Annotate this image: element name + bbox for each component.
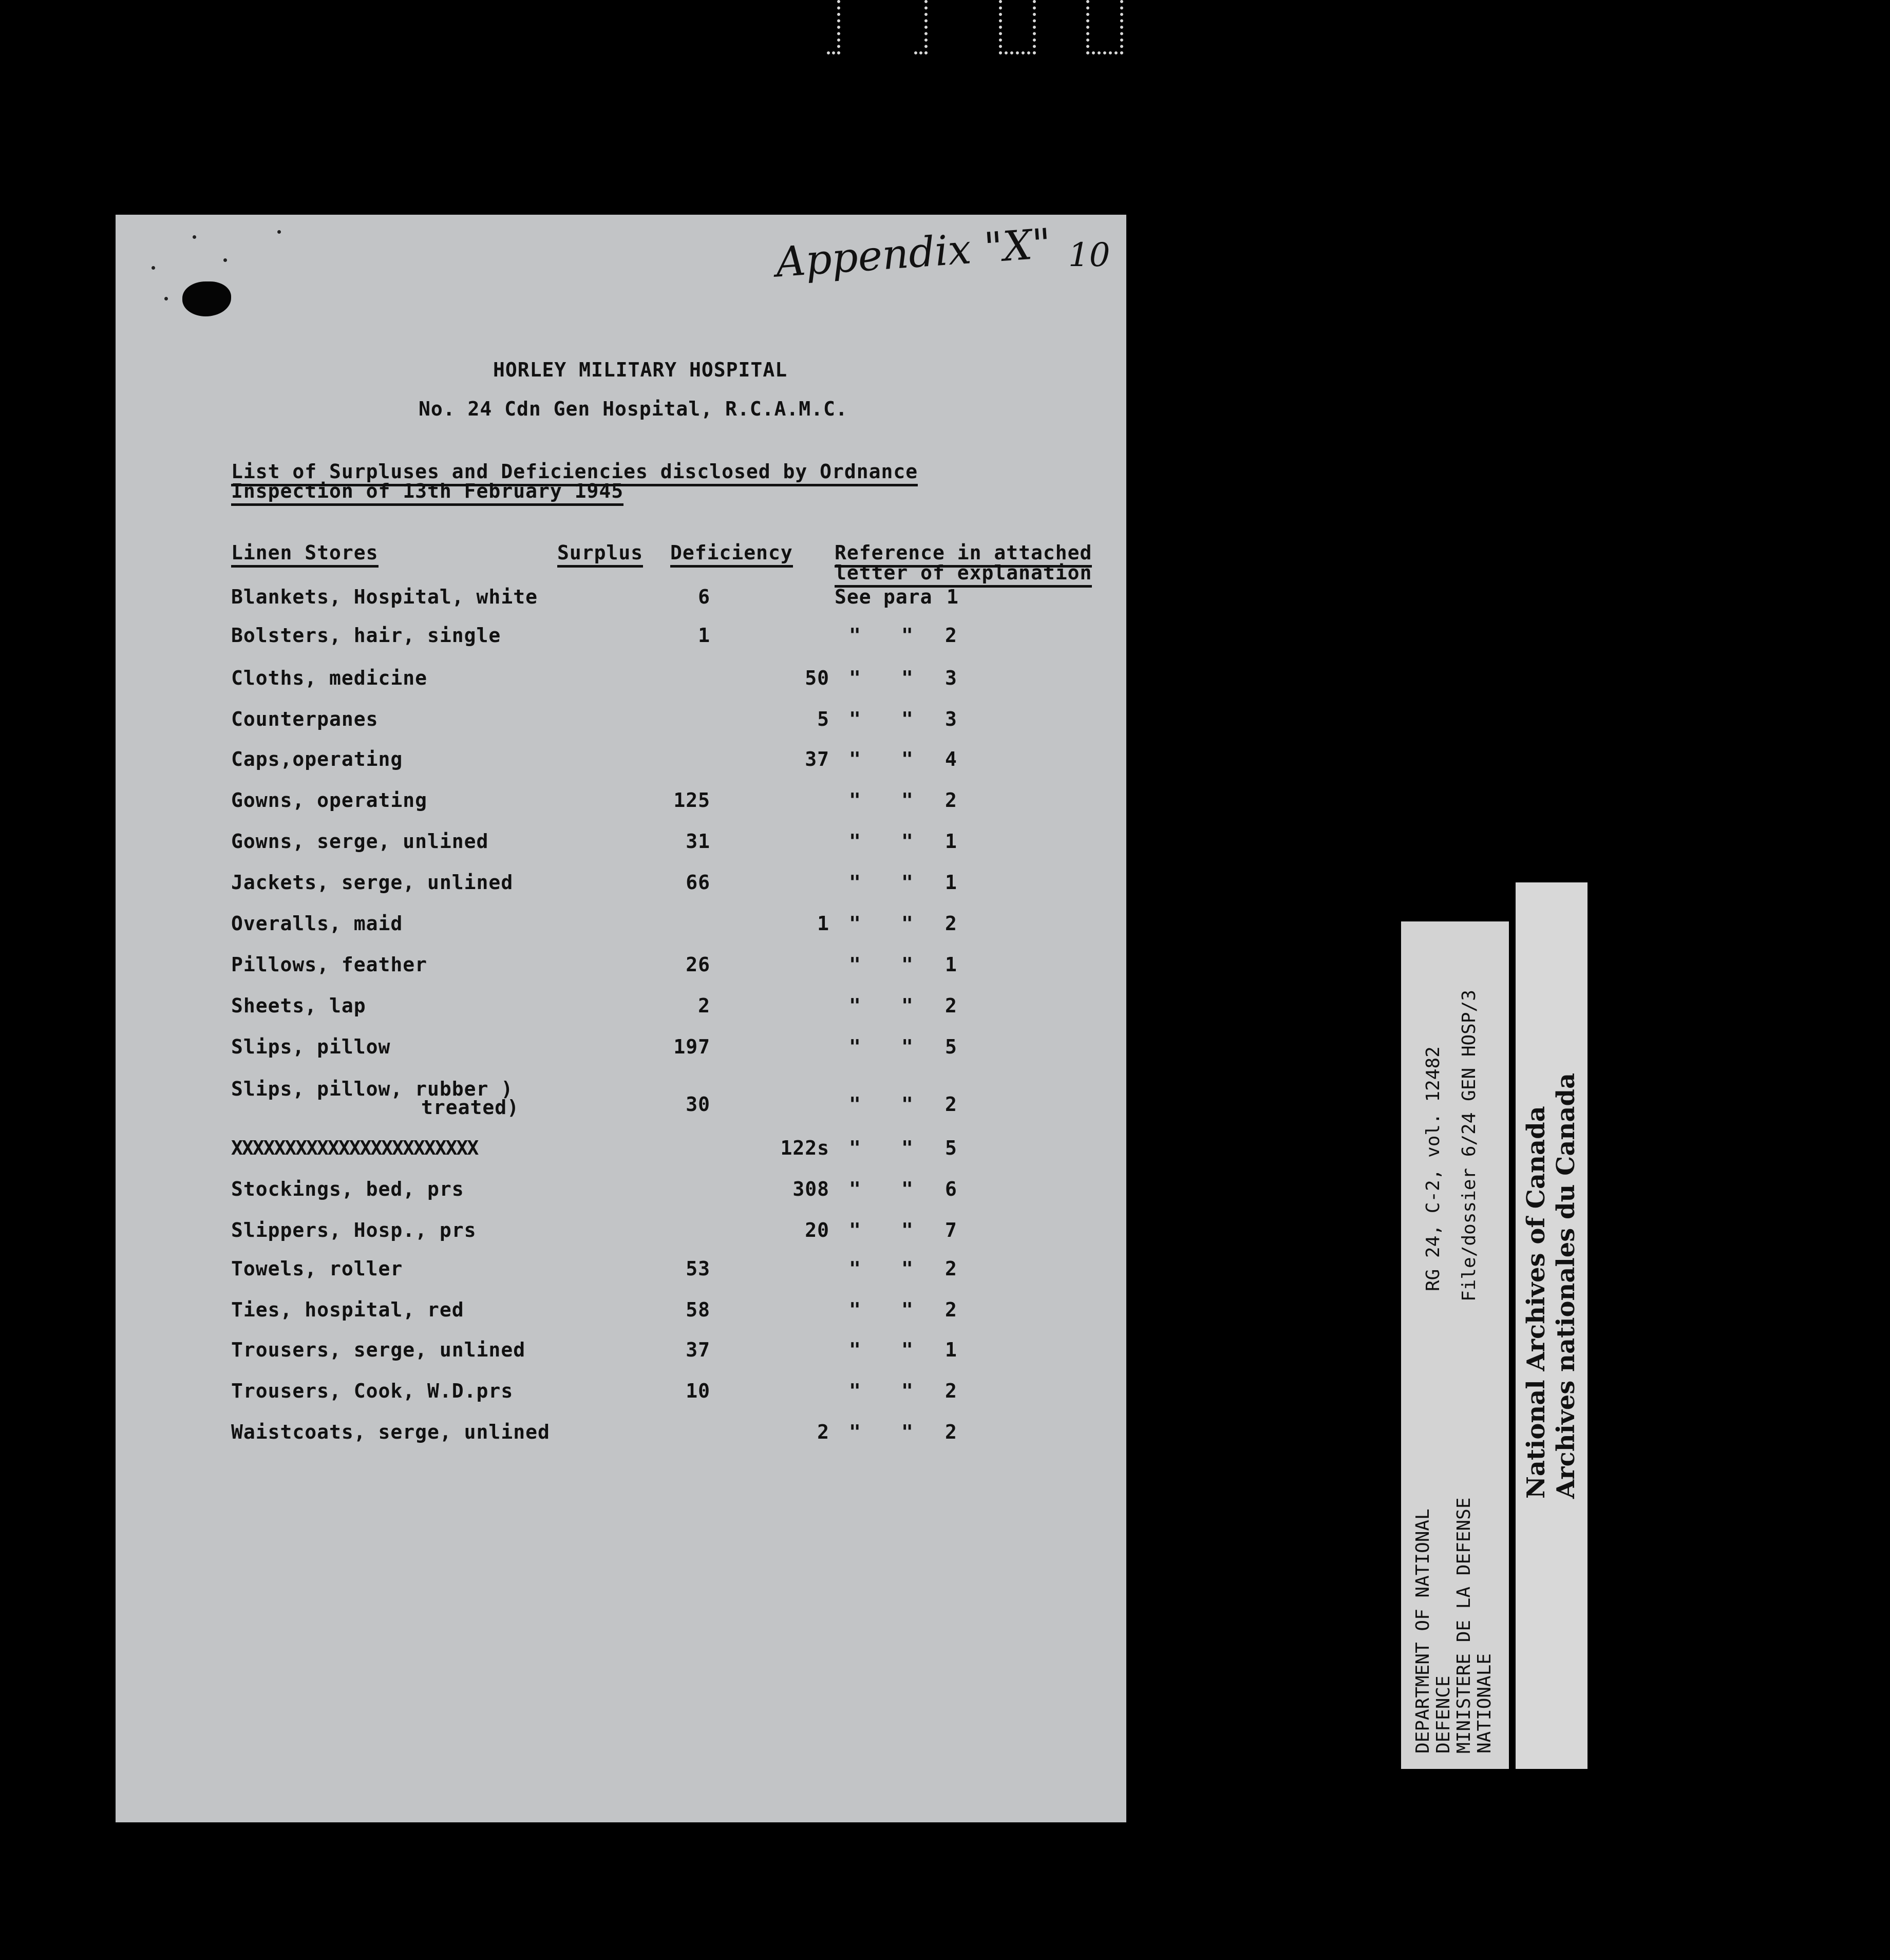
row-item-name: Trousers, Cook, W.D.prs [231, 1380, 514, 1402]
row-surplus-value: 2 [698, 994, 710, 1017]
row-reference-ditto: " [901, 994, 914, 1017]
row-reference-paragraph: 2 [945, 1421, 957, 1443]
speck [152, 266, 155, 270]
row-reference-ditto: " [901, 1093, 914, 1116]
row-reference-ditto: " [849, 748, 861, 770]
row-item-name: Gowns, serge, unlined [231, 830, 489, 853]
row-reference-ditto: " [849, 1137, 861, 1159]
document-subtitle-line1: List of Surpluses and Deficiencies disclosed by Ordnance [231, 460, 918, 486]
row-reference-ditto: " [849, 789, 861, 812]
column-header-reference-line2: letter of explanation [835, 561, 1092, 588]
row-surplus-value: 53 [686, 1257, 710, 1280]
column-header-reference-line1: Reference in attached [835, 541, 1092, 568]
row-reference-paragraph: 2 [945, 1257, 957, 1280]
column-header-deficiency: Deficiency [670, 541, 793, 568]
row-item-name: Bolsters, hair, single [231, 624, 501, 647]
row-item-name: Sheets, lap [231, 994, 366, 1017]
row-item-name: Towels, roller [231, 1257, 403, 1280]
archives-name-fr: Archives nationales du Canada [1552, 1072, 1580, 1499]
row-reference-paragraph: 2 [945, 1298, 957, 1321]
row-reference-ditto: " [901, 624, 914, 647]
row-reference-paragraph: 1 [947, 586, 959, 608]
column-header-surplus: Surplus [557, 541, 643, 568]
row-reference-ditto: " [901, 1137, 914, 1159]
row-reference-ditto: " [901, 1035, 914, 1058]
row-reference-paragraph: 3 [945, 708, 957, 730]
row-reference-ditto: " [849, 1178, 861, 1200]
row-reference-ditto: " [849, 1421, 861, 1443]
row-reference-paragraph: 2 [945, 789, 957, 812]
speck [193, 235, 196, 239]
ink-stain [182, 281, 231, 316]
row-reference-ditto: " [901, 1339, 914, 1361]
frame-mark [827, 0, 840, 54]
row-reference-ditto: " [849, 1093, 861, 1116]
row-reference-ditto: " [849, 994, 861, 1017]
row-surplus-value: 197 [673, 1035, 710, 1058]
department-line2: DEFENCE [1433, 1675, 1454, 1754]
row-surplus-value: 10 [686, 1380, 710, 1402]
row-reference-paragraph: 1 [945, 830, 957, 853]
row-reference-ditto: " [849, 624, 861, 647]
row-item-name: Overalls, maid [231, 912, 403, 935]
row-reference-paragraph: 2 [945, 994, 957, 1017]
row-reference-ditto: " [901, 1421, 914, 1443]
row-reference-ditto: " [901, 953, 914, 976]
row-item-name: XXXXXXXXXXXXXXXXXXXXXXX [231, 1137, 478, 1159]
row-reference-ditto: " [901, 1178, 914, 1200]
film-frame-marks [817, 0, 1145, 56]
row-reference-paragraph: 2 [945, 1093, 957, 1116]
row-item-name: Slips, pillow [231, 1035, 391, 1058]
row-reference-ditto: para [883, 586, 933, 608]
row-item-name: Pillows, feather [231, 953, 428, 976]
frame-mark [1086, 0, 1123, 54]
row-reference-ditto: " [849, 1339, 861, 1361]
row-item-name: Jackets, serge, unlined [231, 871, 514, 894]
row-deficiency-value: 122s [780, 1137, 829, 1159]
row-reference-paragraph: 5 [945, 1035, 957, 1058]
row-reference-ditto: " [849, 667, 861, 689]
row-item-name: Caps,operating [231, 748, 403, 770]
row-deficiency-value: 20 [805, 1219, 829, 1241]
row-reference-paragraph: 2 [945, 912, 957, 935]
row-reference-paragraph: 7 [945, 1219, 957, 1241]
row-reference-ditto: " [901, 1298, 914, 1321]
row-reference-ditto: " [901, 708, 914, 730]
row-item-name: Waistcoats, serge, unlined [231, 1421, 550, 1443]
row-deficiency-value: 308 [792, 1178, 829, 1200]
row-surplus-value: 125 [673, 789, 710, 812]
archives-name-label [1516, 882, 1587, 1769]
row-surplus-value: 58 [686, 1298, 710, 1321]
row-surplus-value: 26 [686, 953, 710, 976]
row-reference-ditto: " [849, 1219, 861, 1241]
speck [223, 258, 227, 262]
row-deficiency-value: 5 [817, 708, 829, 730]
row-item-name-line2: treated) [421, 1096, 520, 1119]
row-surplus-value: 30 [686, 1093, 710, 1116]
row-reference-paragraph: 1 [945, 871, 957, 894]
row-reference-paragraph: 1 [945, 1339, 957, 1361]
row-item-name: Cloths, medicine [231, 667, 428, 689]
row-item-name: Trousers, serge, unlined [231, 1339, 526, 1361]
row-reference-paragraph: 5 [945, 1137, 957, 1159]
row-reference-ditto: " [901, 789, 914, 812]
archives-name-en: National Archives of Canada [1522, 1106, 1551, 1499]
row-item-name: Ties, hospital, red [231, 1298, 464, 1321]
row-reference-ditto: " [901, 748, 914, 770]
row-reference-ditto: " [849, 1257, 861, 1280]
row-reference-ditto: " [849, 1298, 861, 1321]
row-deficiency-value: 2 [817, 1421, 829, 1443]
row-item-name: Blankets, Hospital, white [231, 586, 538, 608]
row-reference-ditto: " [849, 1380, 861, 1402]
row-item-name: Slippers, Hosp., prs [231, 1219, 477, 1241]
row-reference-ditto: " [849, 912, 861, 935]
frame-mark [914, 0, 928, 54]
row-reference-ditto: " [901, 830, 914, 853]
handwritten-annotation: Appendix "X" [774, 219, 1053, 287]
row-deficiency-value: 37 [805, 748, 829, 770]
document-subtitle-line2: Inspection of 13th February 1945 [231, 480, 623, 506]
row-surplus-value: 31 [686, 830, 710, 853]
row-item-name: Stockings, bed, prs [231, 1178, 464, 1200]
row-reference-ditto: " [849, 953, 861, 976]
row-reference-paragraph: 1 [945, 953, 957, 976]
record-group-reference: RG 24, C-2, vol. 12482 [1423, 1046, 1444, 1291]
row-reference-paragraph: 4 [945, 748, 957, 770]
row-surplus-value: 6 [698, 586, 710, 608]
row-item-name: Counterpanes [231, 708, 379, 730]
row-reference-ditto: " [901, 667, 914, 689]
row-reference-paragraph: 6 [945, 1178, 957, 1200]
row-reference-ditto: " [849, 871, 861, 894]
row-reference-ditto: " [901, 1257, 914, 1280]
row-reference-paragraph: 2 [945, 624, 957, 647]
row-reference-ditto: " [849, 830, 861, 853]
row-deficiency-value: 1 [817, 912, 829, 935]
department-line3: MINISTERE DE LA DEFENSE [1453, 1497, 1475, 1754]
row-item-name: Gowns, operating [231, 789, 428, 812]
row-reference-ditto: " [849, 708, 861, 730]
column-header-item: Linen Stores [231, 541, 379, 568]
row-surplus-value: 37 [686, 1339, 710, 1361]
document-page [116, 215, 1126, 1822]
unit-name: No. 24 Cdn Gen Hospital, R.C.A.M.C. [419, 398, 848, 420]
row-reference-ditto: " [901, 871, 914, 894]
archive-reference-label [1401, 921, 1509, 1769]
file-reference: File/dossier 6/24 GEN HOSP/3 [1459, 990, 1480, 1302]
speck [277, 230, 281, 234]
row-surplus-value: 1 [698, 624, 710, 647]
row-reference-paragraph: 2 [945, 1380, 957, 1402]
department-line1: DEPARTMENT OF NATIONAL [1412, 1509, 1433, 1754]
department-line4: NATIONALE [1474, 1653, 1495, 1754]
row-reference-ditto: " [901, 1380, 914, 1402]
row-deficiency-value: 50 [805, 667, 829, 689]
frame-mark [999, 0, 1036, 54]
row-reference-paragraph: 3 [945, 667, 957, 689]
speck [164, 297, 168, 300]
row-reference-ditto: " [901, 1219, 914, 1241]
handwritten-page-number: 10 [1068, 236, 1110, 274]
row-reference-ditto: " [901, 912, 914, 935]
hospital-name: HORLEY MILITARY HOSPITAL [493, 359, 788, 381]
row-surplus-value: 66 [686, 871, 710, 894]
row-item-name: Slips, pillow, rubber ) [231, 1078, 514, 1100]
row-reference-ditto: " [849, 1035, 861, 1058]
archive-label-strip [1401, 882, 1590, 1769]
row-reference-ditto: See [835, 586, 872, 608]
